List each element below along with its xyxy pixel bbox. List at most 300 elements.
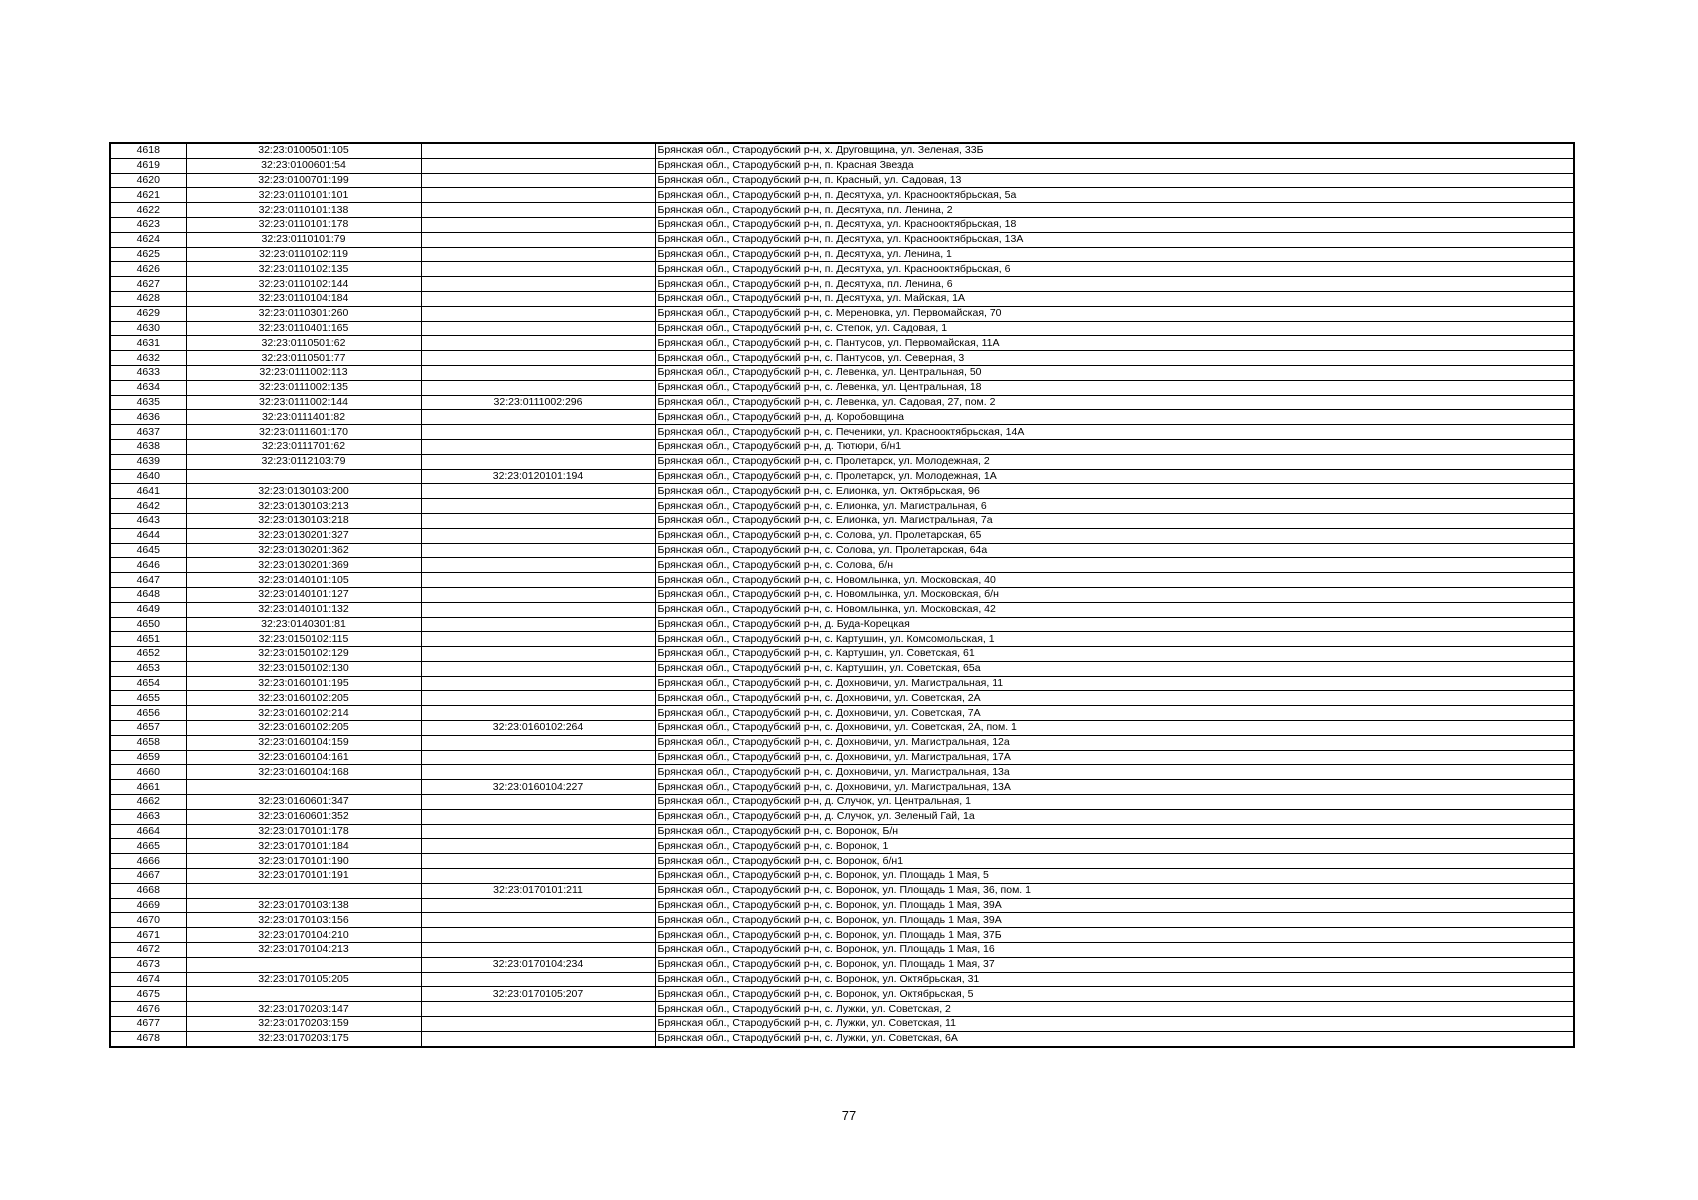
address-cell: Брянская обл., Стародубский р-н, с. Воронок, ул. Площадь 1 Мая, 37Б xyxy=(655,928,1574,943)
row-number: 4658 xyxy=(110,735,186,750)
address-cell: Брянская обл., Стародубский р-н, п. Десятуха, ул. Краснооктябрьская, 18 xyxy=(655,217,1574,232)
address-cell: Брянская обл., Стародубский р-н, с. Воронок, ул. Площадь 1 Мая, 5 xyxy=(655,869,1574,884)
row-number: 4623 xyxy=(110,217,186,232)
row-number: 4660 xyxy=(110,765,186,780)
address-cell: Брянская обл., Стародубский р-н, с. Левенка, ул. Садовая, 27, пом. 2 xyxy=(655,395,1574,410)
address-cell: Брянская обл., Стародубский р-н, с. Картушин, ул. Комсомольская, 1 xyxy=(655,632,1574,647)
table-row xyxy=(110,972,1574,987)
address-cell: Брянская обл., Стародубский р-н, с. Воронок, ул. Площадь 1 Мая, 16 xyxy=(655,943,1574,958)
table-row xyxy=(110,617,1574,632)
table-row xyxy=(110,735,1574,750)
cadastral-number: 32:23:0130103:213 xyxy=(186,499,421,514)
address-cell: Брянская обл., Стародубский р-н, с. Воронок, ул. Площадь 1 Мая, 37 xyxy=(655,957,1574,972)
cadastral-number-secondary xyxy=(421,839,655,854)
address-cell: Брянская обл., Стародубский р-н, с. Новомлынка, ул. Московская, б/н xyxy=(655,587,1574,602)
address-cell: Брянская обл., Стародубский р-н, п. Красная Звезда xyxy=(655,158,1574,173)
row-number: 4675 xyxy=(110,987,186,1002)
row-number: 4637 xyxy=(110,425,186,440)
row-number: 4653 xyxy=(110,661,186,676)
cadastral-number: 32:23:0140101:105 xyxy=(186,573,421,588)
table-row xyxy=(110,676,1574,691)
cadastral-number: 32:23:0110501:62 xyxy=(186,336,421,351)
cadastral-number: 32:23:0111002:135 xyxy=(186,380,421,395)
cadastral-number: 32:23:0110101:178 xyxy=(186,217,421,232)
cadastral-number-secondary xyxy=(421,617,655,632)
cadastral-number-secondary xyxy=(421,143,655,158)
row-number: 4629 xyxy=(110,306,186,321)
cadastral-number-secondary xyxy=(421,913,655,928)
row-number: 4657 xyxy=(110,721,186,736)
cadastral-number: 32:23:0110101:138 xyxy=(186,203,421,218)
row-number: 4622 xyxy=(110,203,186,218)
address-cell: Брянская обл., Стародубский р-н, с. Картушин, ул. Советская, 65а xyxy=(655,661,1574,676)
address-cell: Брянская обл., Стародубский р-н, п. Десятуха, ул. Майская, 1А xyxy=(655,291,1574,306)
address-cell: Брянская обл., Стародубский р-н, с. Дохновичи, ул. Магистральная, 17А xyxy=(655,750,1574,765)
row-number: 4670 xyxy=(110,913,186,928)
cadastral-number: 32:23:0160601:352 xyxy=(186,809,421,824)
page-number: 77 xyxy=(841,1108,857,1123)
cadastral-number: 32:23:0110102:144 xyxy=(186,277,421,292)
cadastral-number-secondary xyxy=(421,247,655,262)
row-number: 4661 xyxy=(110,780,186,795)
cadastral-number: 32:23:0170104:213 xyxy=(186,943,421,958)
cadastral-number: 32:23:0110301:260 xyxy=(186,306,421,321)
address-cell: Брянская обл., Стародубский р-н, д. Тютюри, б/н1 xyxy=(655,439,1574,454)
cadastral-number-secondary xyxy=(421,632,655,647)
cadastral-number-secondary xyxy=(421,188,655,203)
table-row xyxy=(110,721,1574,736)
cadastral-number-secondary xyxy=(421,380,655,395)
cadastral-number-secondary xyxy=(421,513,655,528)
address-cell: Брянская обл., Стародубский р-н, с. Воронок, ул. Октябрьская, 31 xyxy=(655,972,1574,987)
cadastral-number: 32:23:0160101:195 xyxy=(186,676,421,691)
address-cell: Брянская обл., Стародубский р-н, с. Дохновичи, ул. Советская, 2А xyxy=(655,691,1574,706)
row-number: 4620 xyxy=(110,173,186,188)
address-cell: Брянская обл., Стародубский р-н, п. Десятуха, ул. Краснооктябрьская, 5а xyxy=(655,188,1574,203)
cadastral-number: 32:23:0110102:119 xyxy=(186,247,421,262)
cadastral-number-secondary xyxy=(421,365,655,380)
address-cell: Брянская обл., Стародубский р-н, с. Мереновка, ул. Первомайская, 70 xyxy=(655,306,1574,321)
cadastral-number-secondary xyxy=(421,425,655,440)
cadastral-number-secondary xyxy=(421,410,655,425)
address-cell: Брянская обл., Стародубский р-н, с. Дохновичи, ул. Магистральная, 12а xyxy=(655,735,1574,750)
row-number: 4641 xyxy=(110,484,186,499)
cadastral-number: 32:23:0160102:205 xyxy=(186,721,421,736)
row-number: 4649 xyxy=(110,602,186,617)
row-number: 4627 xyxy=(110,277,186,292)
row-number: 4646 xyxy=(110,558,186,573)
cadastral-number: 32:23:0170103:138 xyxy=(186,898,421,913)
row-number: 4673 xyxy=(110,957,186,972)
cadastral-number-secondary xyxy=(421,439,655,454)
table-row xyxy=(110,336,1574,351)
table-body xyxy=(110,143,1574,1047)
address-cell: Брянская обл., Стародубский р-н, с. Левенка, ул. Центральная, 50 xyxy=(655,365,1574,380)
address-cell: Брянская обл., Стародубский р-н, с. Воронок, Б/н xyxy=(655,824,1574,839)
cadastral-number: 32:23:0170105:205 xyxy=(186,972,421,987)
cadastral-number-secondary xyxy=(421,824,655,839)
table-row xyxy=(110,632,1574,647)
table-row xyxy=(110,691,1574,706)
cadastral-number-secondary xyxy=(421,1002,655,1017)
cadastral-number: 32:23:0140301:81 xyxy=(186,617,421,632)
address-cell: Брянская обл., Стародубский р-н, п. Десятуха, ул. Краснооктябрьская, 13А xyxy=(655,232,1574,247)
address-cell: Брянская обл., Стародубский р-н, с. Солова, ул. Пролетарская, 65 xyxy=(655,528,1574,543)
address-cell: Брянская обл., Стародубский р-н, с. Воронок, 1 xyxy=(655,839,1574,854)
address-cell: Брянская обл., Стародубский р-н, с. Воронок, б/н1 xyxy=(655,854,1574,869)
cadastral-number xyxy=(186,987,421,1002)
cadastral-number-secondary xyxy=(421,809,655,824)
table-row xyxy=(110,1017,1574,1032)
cadastral-number xyxy=(186,469,421,484)
table-row xyxy=(110,203,1574,218)
cadastral-number: 32:23:0112103:79 xyxy=(186,454,421,469)
table-row xyxy=(110,247,1574,262)
row-number: 4631 xyxy=(110,336,186,351)
cadastral-number: 32:23:0160104:168 xyxy=(186,765,421,780)
cadastral-number: 32:23:0110101:79 xyxy=(186,232,421,247)
table-row xyxy=(110,232,1574,247)
table-row xyxy=(110,484,1574,499)
cadastral-number-secondary xyxy=(421,306,655,321)
address-cell: Брянская обл., Стародубский р-н, п. Десятуха, ул. Ленина, 1 xyxy=(655,247,1574,262)
address-cell: Брянская обл., Стародубский р-н, с. Пантусов, ул. Первомайская, 11А xyxy=(655,336,1574,351)
row-number: 4634 xyxy=(110,380,186,395)
table-row xyxy=(110,351,1574,366)
table-row xyxy=(110,943,1574,958)
table-row xyxy=(110,869,1574,884)
cadastral-number: 32:23:0160601:347 xyxy=(186,795,421,810)
address-cell: Брянская обл., Стародубский р-н, с. Левенка, ул. Центральная, 18 xyxy=(655,380,1574,395)
row-number: 4635 xyxy=(110,395,186,410)
cadastral-number: 32:23:0160102:205 xyxy=(186,691,421,706)
row-number: 4656 xyxy=(110,706,186,721)
cadastral-number-secondary xyxy=(421,543,655,558)
cadastral-number: 32:23:0170203:175 xyxy=(186,1031,421,1046)
table-row xyxy=(110,854,1574,869)
address-cell: Брянская обл., Стародубский р-н, с. Елионка, ул. Магистральная, 6 xyxy=(655,499,1574,514)
cadastral-number-secondary xyxy=(421,217,655,232)
table-row xyxy=(110,898,1574,913)
table-row xyxy=(110,439,1574,454)
table-row xyxy=(110,277,1574,292)
address-cell: Брянская обл., Стародубский р-н, с. Воронок, ул. Площадь 1 Мая, 39А xyxy=(655,913,1574,928)
cadastral-number-secondary xyxy=(421,321,655,336)
row-number: 4654 xyxy=(110,676,186,691)
row-number: 4632 xyxy=(110,351,186,366)
row-number: 4636 xyxy=(110,410,186,425)
address-cell: Брянская обл., Стародубский р-н, с. Елионка, ул. Октябрьская, 96 xyxy=(655,484,1574,499)
table-row xyxy=(110,913,1574,928)
row-number: 4628 xyxy=(110,291,186,306)
address-cell: Брянская обл., Стародубский р-н, с. Лужки, ул. Советская, 6А xyxy=(655,1031,1574,1046)
address-cell: Брянская обл., Стародубский р-н, с. Лужки, ул. Советская, 2 xyxy=(655,1002,1574,1017)
cadastral-number-secondary xyxy=(421,277,655,292)
cadastral-number-secondary xyxy=(421,795,655,810)
table-row xyxy=(110,795,1574,810)
cadastral-number: 32:23:0170203:147 xyxy=(186,1002,421,1017)
address-cell: Брянская обл., Стародубский р-н, с. Степок, ул. Садовая, 1 xyxy=(655,321,1574,336)
cadastral-number: 32:23:0100701:199 xyxy=(186,173,421,188)
row-number: 4626 xyxy=(110,262,186,277)
cadastral-number-secondary xyxy=(421,854,655,869)
address-cell: Брянская обл., Стародубский р-н, д. Коробовщина xyxy=(655,410,1574,425)
table-row xyxy=(110,750,1574,765)
cadastral-number-secondary: 32:23:0170104:234 xyxy=(421,957,655,972)
cadastral-number-secondary xyxy=(421,203,655,218)
cadastral-number-secondary xyxy=(421,676,655,691)
address-cell: Брянская обл., Стародубский р-н, с. Воронок, ул. Октябрьская, 5 xyxy=(655,987,1574,1002)
row-number: 4677 xyxy=(110,1017,186,1032)
cadastral-number-secondary xyxy=(421,336,655,351)
table-row xyxy=(110,158,1574,173)
address-cell: Брянская обл., Стародубский р-н, с. Картушин, ул. Советская, 61 xyxy=(655,647,1574,662)
address-cell: Брянская обл., Стародубский р-н, с. Воронок, ул. Площадь 1 Мая, 39А xyxy=(655,898,1574,913)
table-row xyxy=(110,1031,1574,1046)
table-row xyxy=(110,647,1574,662)
cadastral-number-secondary xyxy=(421,158,655,173)
row-number: 4659 xyxy=(110,750,186,765)
cadastral-number: 32:23:0111002:144 xyxy=(186,395,421,410)
cadastral-number: 32:23:0111601:170 xyxy=(186,425,421,440)
table-row xyxy=(110,706,1574,721)
cadastral-number-secondary xyxy=(421,262,655,277)
row-number: 4671 xyxy=(110,928,186,943)
cadastral-number-secondary xyxy=(421,706,655,721)
cadastral-number: 32:23:0150102:129 xyxy=(186,647,421,662)
cadastral-number xyxy=(186,780,421,795)
cadastral-number-secondary: 32:23:0170105:207 xyxy=(421,987,655,1002)
table-row xyxy=(110,188,1574,203)
cadastral-number-secondary xyxy=(421,1017,655,1032)
cadastral-number-secondary xyxy=(421,291,655,306)
cadastral-number: 32:23:0111701:62 xyxy=(186,439,421,454)
address-cell: Брянская обл., Стародубский р-н, с. Дохновичи, ул. Магистральная, 11 xyxy=(655,676,1574,691)
table-row xyxy=(110,513,1574,528)
table-row xyxy=(110,839,1574,854)
row-number: 4630 xyxy=(110,321,186,336)
row-number: 4633 xyxy=(110,365,186,380)
row-number: 4652 xyxy=(110,647,186,662)
property-table xyxy=(109,142,1575,1048)
address-cell: Брянская обл., Стародубский р-н, д. Буда-Корецкая xyxy=(655,617,1574,632)
cadastral-number-secondary xyxy=(421,735,655,750)
cadastral-number: 32:23:0110501:77 xyxy=(186,351,421,366)
address-cell: Брянская обл., Стародубский р-н, с. Дохновичи, ул. Магистральная, 13а xyxy=(655,765,1574,780)
address-cell: Брянская обл., Стародубский р-н, с. Лужки, ул. Советская, 11 xyxy=(655,1017,1574,1032)
table-row xyxy=(110,499,1574,514)
table-row xyxy=(110,380,1574,395)
cadastral-number: 32:23:0110102:135 xyxy=(186,262,421,277)
row-number: 4619 xyxy=(110,158,186,173)
table-row xyxy=(110,661,1574,676)
cadastral-number-secondary: 32:23:0120101:194 xyxy=(421,469,655,484)
row-number: 4625 xyxy=(110,247,186,262)
cadastral-number-secondary xyxy=(421,869,655,884)
cadastral-number: 32:23:0140101:127 xyxy=(186,587,421,602)
row-number: 4618 xyxy=(110,143,186,158)
address-cell: Брянская обл., Стародубский р-н, п. Десятуха, пл. Ленина, 6 xyxy=(655,277,1574,292)
address-cell: Брянская обл., Стародубский р-н, с. Пантусов, ул. Северная, 3 xyxy=(655,351,1574,366)
address-cell: Брянская обл., Стародубский р-н, с. Елионка, ул. Магистральная, 7а xyxy=(655,513,1574,528)
row-number: 4655 xyxy=(110,691,186,706)
table-row xyxy=(110,824,1574,839)
cadastral-number-secondary xyxy=(421,691,655,706)
cadastral-number: 32:23:0170101:184 xyxy=(186,839,421,854)
cadastral-number-secondary xyxy=(421,661,655,676)
cadastral-number-secondary xyxy=(421,573,655,588)
table-row xyxy=(110,543,1574,558)
cadastral-number-secondary xyxy=(421,173,655,188)
cadastral-number-secondary: 32:23:0160102:264 xyxy=(421,721,655,736)
address-cell: Брянская обл., Стародубский р-н, д. Случок, ул. Зеленый Гай, 1а xyxy=(655,809,1574,824)
cadastral-number: 32:23:0150102:130 xyxy=(186,661,421,676)
table-row xyxy=(110,217,1574,232)
cadastral-number: 32:23:0160104:159 xyxy=(186,735,421,750)
address-cell: Брянская обл., Стародубский р-н, с. Дохновичи, ул. Советская, 7А xyxy=(655,706,1574,721)
address-cell: Брянская обл., Стародубский р-н, с. Новомлынка, ул. Московская, 42 xyxy=(655,602,1574,617)
cadastral-number-secondary xyxy=(421,750,655,765)
cadastral-number: 32:23:0150102:115 xyxy=(186,632,421,647)
table-row xyxy=(110,425,1574,440)
cadastral-number: 32:23:0170203:159 xyxy=(186,1017,421,1032)
cadastral-number: 32:23:0130201:369 xyxy=(186,558,421,573)
address-cell: Брянская обл., Стародубский р-н, с. Дохновичи, ул. Магистральная, 13А xyxy=(655,780,1574,795)
cadastral-number-secondary: 32:23:0111002:296 xyxy=(421,395,655,410)
table-row xyxy=(110,573,1574,588)
address-cell: Брянская обл., Стародубский р-н, с. Солова, ул. Пролетарская, 64а xyxy=(655,543,1574,558)
table-row xyxy=(110,780,1574,795)
table-row xyxy=(110,365,1574,380)
cadastral-number: 32:23:0130103:218 xyxy=(186,513,421,528)
row-number: 4665 xyxy=(110,839,186,854)
row-number: 4650 xyxy=(110,617,186,632)
cadastral-number: 32:23:0110401:165 xyxy=(186,321,421,336)
row-number: 4624 xyxy=(110,232,186,247)
row-number: 4648 xyxy=(110,587,186,602)
table-row xyxy=(110,143,1574,158)
table-row xyxy=(110,395,1574,410)
table-row xyxy=(110,987,1574,1002)
cadastral-number: 32:23:0170101:191 xyxy=(186,869,421,884)
row-number: 4639 xyxy=(110,454,186,469)
row-number: 4662 xyxy=(110,795,186,810)
table-row xyxy=(110,528,1574,543)
address-cell: Брянская обл., Стародубский р-н, с. Дохновичи, ул. Советская, 2А, пом. 1 xyxy=(655,721,1574,736)
cadastral-number-secondary xyxy=(421,943,655,958)
row-number: 4669 xyxy=(110,898,186,913)
cadastral-number: 32:23:0130201:327 xyxy=(186,528,421,543)
row-number: 4678 xyxy=(110,1031,186,1046)
cadastral-number: 32:23:0170104:210 xyxy=(186,928,421,943)
address-cell: Брянская обл., Стародубский р-н, с. Новомлынка, ул. Московская, 40 xyxy=(655,573,1574,588)
cadastral-number-secondary xyxy=(421,232,655,247)
table-row xyxy=(110,957,1574,972)
row-number: 4667 xyxy=(110,869,186,884)
cadastral-number-secondary xyxy=(421,558,655,573)
cadastral-number-secondary xyxy=(421,454,655,469)
cadastral-number-secondary: 32:23:0160104:227 xyxy=(421,780,655,795)
row-number: 4643 xyxy=(110,513,186,528)
cadastral-number-secondary xyxy=(421,528,655,543)
row-number: 4645 xyxy=(110,543,186,558)
row-number: 4674 xyxy=(110,972,186,987)
row-number: 4676 xyxy=(110,1002,186,1017)
cadastral-number: 32:23:0160104:161 xyxy=(186,750,421,765)
table-row xyxy=(110,454,1574,469)
address-cell: Брянская обл., Стародубский р-н, с. Воронок, ул. Площадь 1 Мая, 36, пом. 1 xyxy=(655,883,1574,898)
address-cell: Брянская обл., Стародубский р-н, п. Десятуха, ул. Краснооктябрьская, 6 xyxy=(655,262,1574,277)
row-number: 4644 xyxy=(110,528,186,543)
row-number: 4663 xyxy=(110,809,186,824)
cadastral-number: 32:23:0111401:82 xyxy=(186,410,421,425)
cadastral-number: 32:23:0170101:190 xyxy=(186,854,421,869)
row-number: 4668 xyxy=(110,883,186,898)
cadastral-number-secondary xyxy=(421,1031,655,1046)
table-row xyxy=(110,410,1574,425)
cadastral-number: 32:23:0130201:362 xyxy=(186,543,421,558)
cadastral-number xyxy=(186,957,421,972)
cadastral-number-secondary xyxy=(421,928,655,943)
cadastral-number: 32:23:0100601:54 xyxy=(186,158,421,173)
cadastral-number: 32:23:0170101:178 xyxy=(186,824,421,839)
table-row xyxy=(110,469,1574,484)
cadastral-number: 32:23:0160102:214 xyxy=(186,706,421,721)
row-number: 4651 xyxy=(110,632,186,647)
cadastral-number-secondary xyxy=(421,898,655,913)
row-number: 4640 xyxy=(110,469,186,484)
cadastral-number-secondary xyxy=(421,647,655,662)
cadastral-number: 32:23:0140101:132 xyxy=(186,602,421,617)
address-cell: Брянская обл., Стародубский р-н, д. Случок, ул. Центральная, 1 xyxy=(655,795,1574,810)
table-row xyxy=(110,602,1574,617)
address-cell: Брянская обл., Стародубский р-н, п. Десятуха, пл. Ленина, 2 xyxy=(655,203,1574,218)
address-cell: Брянская обл., Стародубский р-н, х. Друговщина, ул. Зеленая, 33Б xyxy=(655,143,1574,158)
cadastral-number-secondary xyxy=(421,602,655,617)
table-row xyxy=(110,262,1574,277)
table-row xyxy=(110,321,1574,336)
address-cell: Брянская обл., Стародубский р-н, п. Красный, ул. Садовая, 13 xyxy=(655,173,1574,188)
table-row xyxy=(110,928,1574,943)
cadastral-number-secondary xyxy=(421,351,655,366)
address-cell: Брянская обл., Стародубский р-н, с. Пролетарск, ул. Молодежная, 1А xyxy=(655,469,1574,484)
cadastral-number: 32:23:0130103:200 xyxy=(186,484,421,499)
row-number: 4666 xyxy=(110,854,186,869)
row-number: 4642 xyxy=(110,499,186,514)
cadastral-number: 32:23:0110104:184 xyxy=(186,291,421,306)
address-cell: Брянская обл., Стародубский р-н, с. Солова, б/н xyxy=(655,558,1574,573)
row-number: 4621 xyxy=(110,188,186,203)
cadastral-number-secondary xyxy=(421,484,655,499)
table-row xyxy=(110,306,1574,321)
row-number: 4647 xyxy=(110,573,186,588)
table-row xyxy=(110,809,1574,824)
cadastral-number xyxy=(186,883,421,898)
cadastral-number-secondary xyxy=(421,587,655,602)
cadastral-number-secondary: 32:23:0170101:211 xyxy=(421,883,655,898)
cadastral-number: 32:23:0170103:156 xyxy=(186,913,421,928)
table-row xyxy=(110,558,1574,573)
row-number: 4672 xyxy=(110,943,186,958)
address-cell: Брянская обл., Стародубский р-н, с. Пролетарск, ул. Молодежная, 2 xyxy=(655,454,1574,469)
table-row xyxy=(110,587,1574,602)
table-row xyxy=(110,291,1574,306)
cadastral-number-secondary xyxy=(421,765,655,780)
row-number: 4664 xyxy=(110,824,186,839)
cadastral-number: 32:23:0110101:101 xyxy=(186,188,421,203)
cadastral-number: 32:23:0100501:105 xyxy=(186,143,421,158)
table-row xyxy=(110,173,1574,188)
